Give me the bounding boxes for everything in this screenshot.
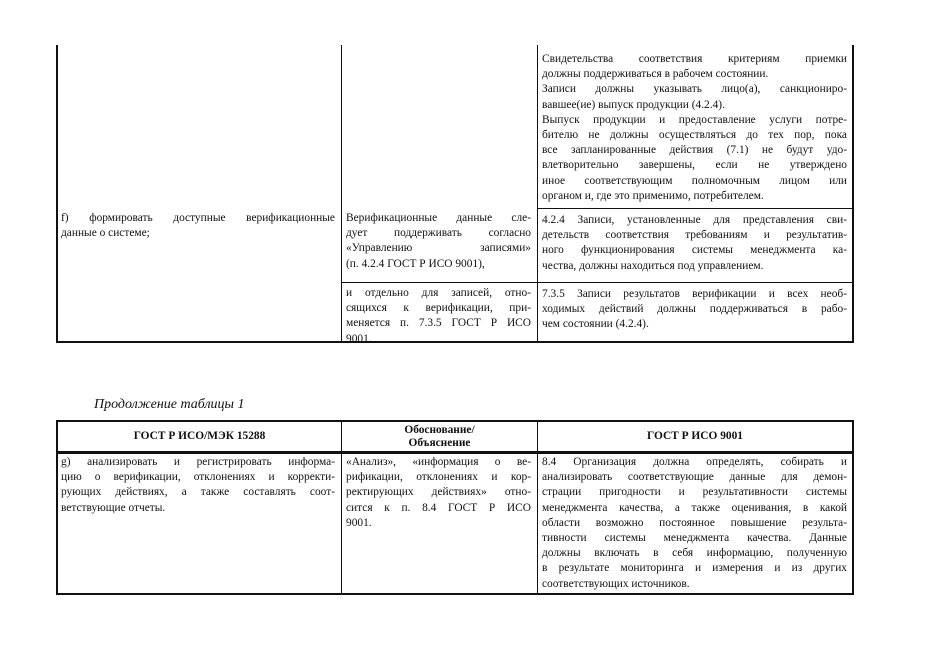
cell-iso9001-424 [542,213,847,274]
cell-iso9001-84 [542,455,847,592]
cell-requirement-g [61,455,335,516]
text-line: 4.2.4 Записи, установленные для представления сви- [542,214,847,226]
header-justification [342,424,537,450]
cell-justification-f-b [346,286,531,347]
text-line: вавшее(ие) выпуск продукции (4.2.4). [542,98,725,111]
row-divider [341,282,853,283]
text-line: все запланированные действия (7.1) не будут удо- [542,144,847,157]
table-top-col-divider [537,45,538,342]
text-line: бителю не должны осуществляться до тех пор, пока [542,129,847,142]
text-line: анализировать соответствующие данные для демон- [542,471,847,484]
header-gost-9001: ГОСТ Р ИСО 9001 [646,430,743,442]
table-bottom-col-divider [537,420,538,594]
text-line: f) формировать доступные верификационные [61,212,335,224]
text-line: «Анализ», «информация о ве- [346,456,531,468]
text-line: должны включать в себя информацию, полученную [542,547,847,560]
header-gost-15288: ГОСТ Р ИСО/МЭК 15288 [133,430,266,442]
text-line: Свидетельства соответствия критериям приемки [542,53,847,65]
text-line: в результате мониторинга и измерения и из других [542,562,847,575]
table-bottom-top-border [56,420,854,422]
text-line: чества, должны находиться под управлением. [542,259,764,272]
text-line: g) анализировать и регистрировать информа- [61,456,335,468]
text-line: 9001. [346,516,372,529]
text-line: иное соответствующим полномочным лицом или [542,174,847,187]
text-line: рификации, отклонениях и кор- [346,471,531,484]
cell-iso9001-735 [542,287,847,333]
text-line: области возможно постоянное повышение результа- [542,516,847,529]
header-bottom-border [56,451,854,454]
text-line: ного функционирования системы менеджмента ка- [542,244,847,257]
text-line: сящихся к верификации, при- [346,302,531,315]
text-line: соответствующих источников. [542,577,690,590]
text-line: тивности системы менеджмента качества. Данные [542,532,847,545]
text-line: меняется п. 7.3.5 ГОСТ Р ИСО [346,317,531,330]
text-line: страции пригодности и результативности системы [542,486,847,499]
text-line: 8.4 Организация должна определять, собирать и [542,456,847,468]
cell-requirement-f [61,211,335,241]
cell-acceptance-evidence [542,52,847,204]
table-top-left-border [56,45,58,343]
text-line: менеджмента качества, а также оценивания, в какой [542,501,847,514]
text-line: органом и, где это применимо, потребителем. [542,189,764,202]
text-line: данные о системе; [61,227,150,240]
text-line: Записи должны указывать лицо(а), санкциониро- [542,83,847,96]
text-line: (п. 4.2.4 ГОСТ Р ИСО 9001), [346,257,485,270]
text-line: Выпуск продукции и предоставление услуги потре- [542,113,847,126]
table-top-right-border [852,45,854,343]
table-top-col-divider [341,45,342,342]
text-line: ходимых действий должны поддерживаться в рабо- [542,303,847,316]
text-line: влетворительно завершены, если не утверждено [542,159,847,172]
table-bottom-right-border [852,420,854,595]
text-line: сится к п. 8.4 ГОСТ Р ИСО [346,501,531,514]
table-bottom-left-border [56,420,58,595]
cell-justification-g [346,455,531,531]
text-line: ректирующих действиях» отно- [346,486,531,499]
header-justification-line2: Объяснение [408,437,471,449]
text-line: и отдельно для записей, отно- [346,287,531,299]
text-line: детельств соответствия требованиям и результатив- [542,229,847,242]
text-line: дует поддерживать согласно [346,227,531,240]
text-line: «Управлению записями» [346,242,531,255]
text-line: цию о верификации, отклонениях и корректи- [61,471,335,484]
table-caption: Продолжение таблицы 1 [94,397,245,412]
text-line: 9001. [346,332,372,345]
table-bottom-bottom-border [56,593,854,595]
text-line: Верификационные данные сле- [346,212,531,224]
header-justification-line1: Обоснование/ [404,424,475,436]
text-line: 7.3.5 Записи результатов верификации и всех необ- [542,288,847,300]
text-line: должны поддерживаться в рабочем состоянии. [542,68,769,81]
cell-justification-f-a [346,211,531,272]
row-divider [537,208,853,209]
text-line: чем состоянии (4.2.4). [542,318,649,331]
text-line: рующих действиях, а также составлять соот- [61,486,335,499]
text-line: ветствующие отчеты. [61,501,166,514]
